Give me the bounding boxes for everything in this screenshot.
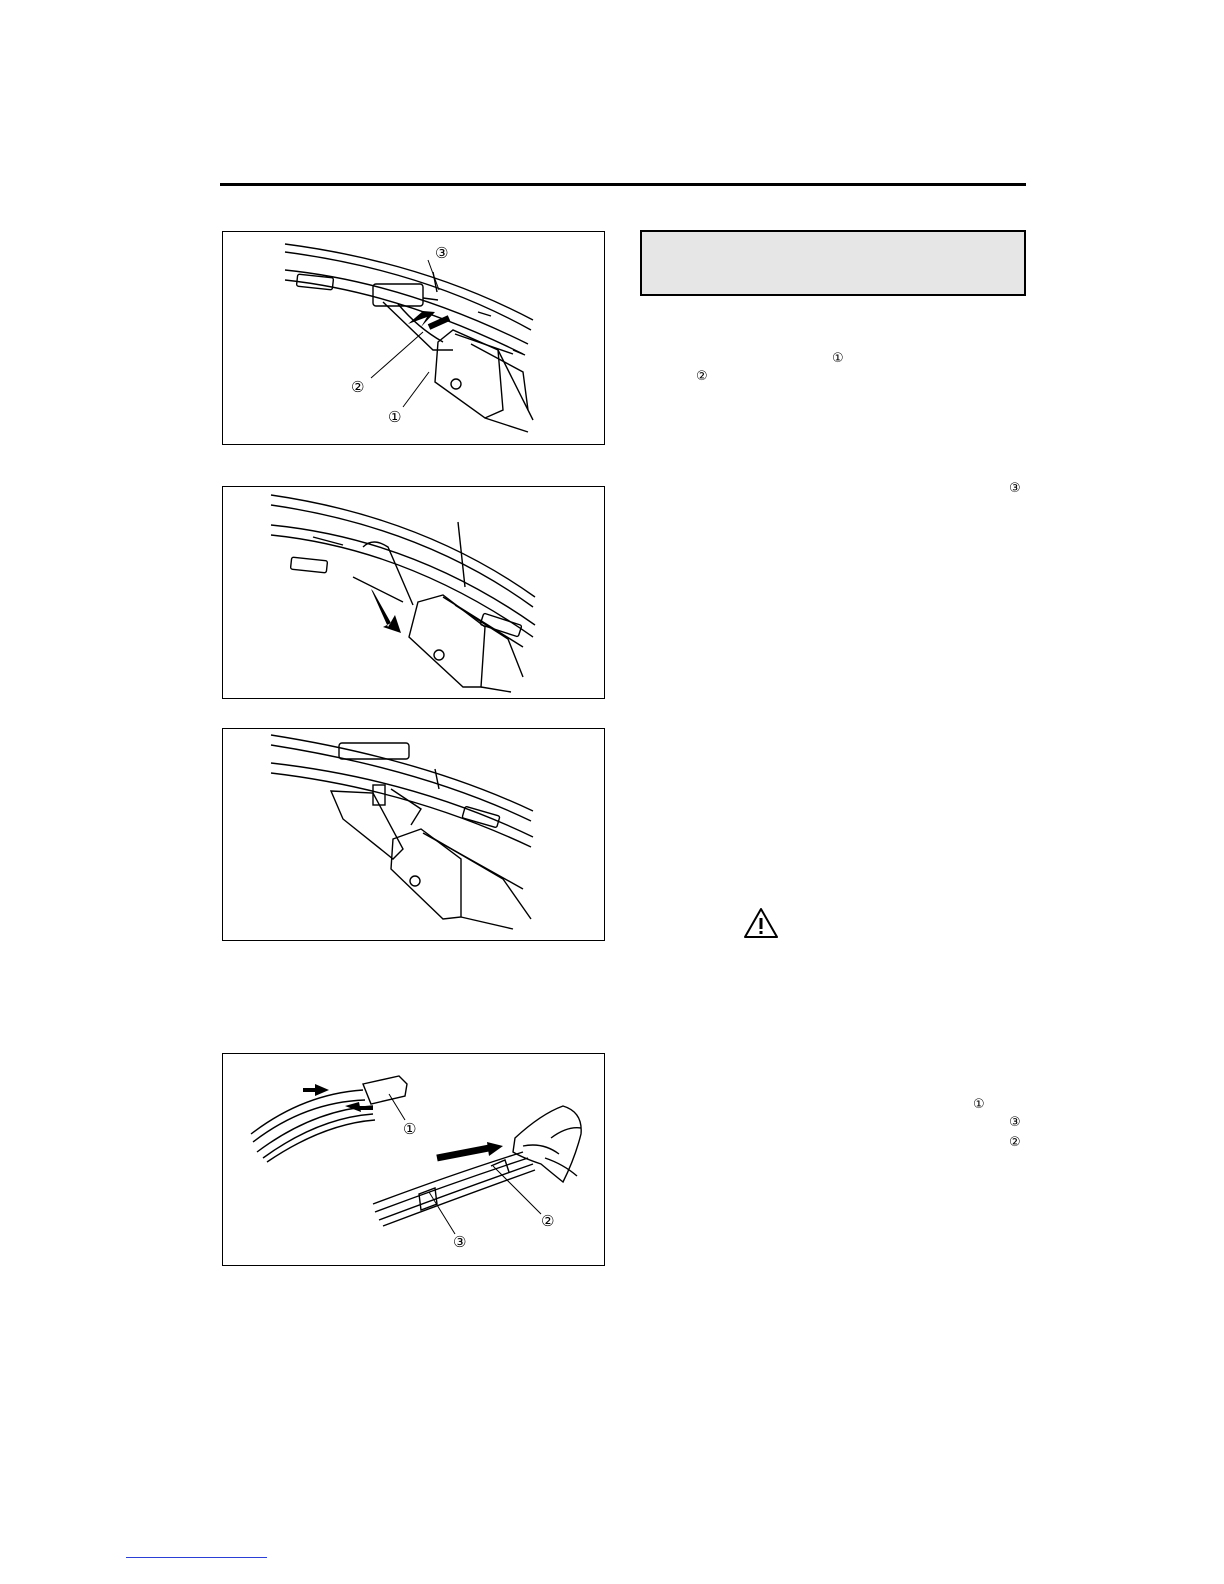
figure-1-callout-1: ① [388,408,402,426]
figure-3-assembly [222,728,605,941]
warning-triangle-icon [743,907,779,939]
figure-1-callout-3: ③ [435,244,449,262]
figure-1-drawing [223,232,604,444]
section-header-box [640,230,1026,296]
figure-4-rubber-insert [222,1053,605,1266]
figure-4-callout-3: ③ [453,1233,467,1251]
figure-4-callout-2: ② [541,1212,555,1230]
text-marker-4: ① [973,1097,985,1112]
footer-link-underline [126,1557,267,1558]
text-marker-3: ③ [1009,481,1021,496]
figure-2-pull-out [222,486,605,699]
figure-2-drawing [223,487,604,698]
text-marker-5: ③ [1009,1115,1021,1130]
text-marker-1: ① [832,351,844,366]
page-top-rule [220,183,1026,186]
figure-1-callout-2: ② [351,378,365,396]
text-marker-6: ② [1009,1135,1021,1150]
figure-1-wiper-blade-release [222,231,605,445]
text-marker-2: ② [696,369,708,384]
figure-4-drawing [223,1054,604,1265]
figure-3-drawing [223,729,604,940]
figure-4-callout-1: ① [403,1120,417,1138]
